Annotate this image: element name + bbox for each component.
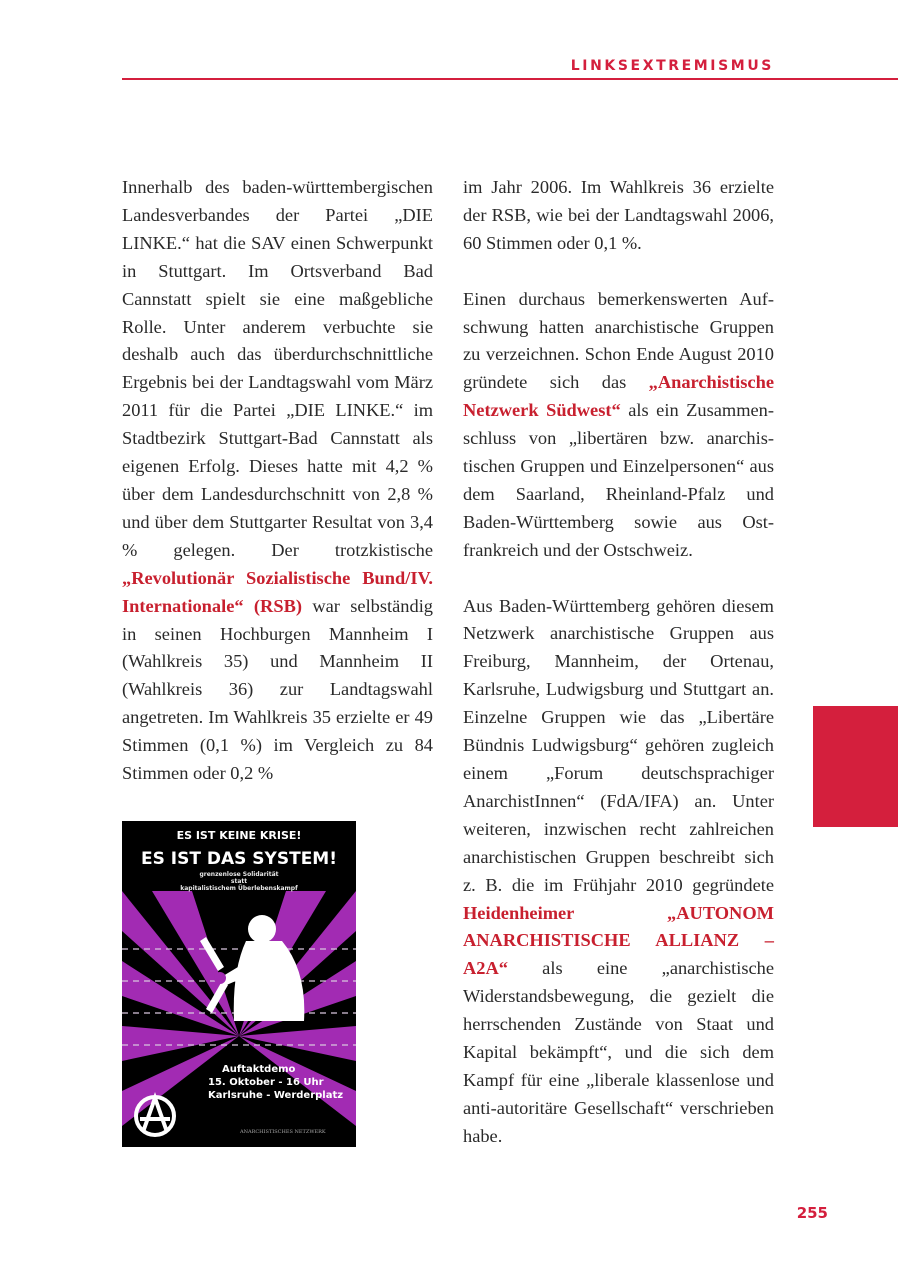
poster-artwork bbox=[122, 821, 356, 1147]
paragraph-gap bbox=[463, 258, 774, 286]
header-rule bbox=[122, 78, 898, 80]
poster-subline-3: kapitalistischem Überlebenskampf bbox=[180, 885, 298, 892]
page-number: 255 bbox=[796, 1204, 828, 1222]
right-text-column bbox=[463, 174, 774, 1151]
poster-organization: ANARCHISTISCHES NETZWERK bbox=[240, 1129, 326, 1135]
right-paragraph-1: im Jahr 2006. Im Wahlkreis 36 erzielte der RSB, wie bei der Landtagswahl 2006, 60 Stimmen oder 0,1 %. bbox=[463, 177, 774, 253]
poster-event-3: Karlsruhe - Werderplatz bbox=[208, 1090, 344, 1101]
left-p1-text-b: war selbständig in seinen Hochburgen Mannheim I (Wahlkreis 35) und Mannheim II (Wahlkreis 36) zur Landtagswahl angetreten. Im Wahlkreis 35 erzielte er 49 Stimmen (0,1 %) im Vergleich zu 84 Stimmen oder 0,2 % bbox=[122, 595, 434, 784]
chapter-tab-marker bbox=[813, 706, 898, 827]
right-p2-text-a: Einen durchaus bemerkenswerten Aufschwung hatten anarchistische Gruppen zu verzeichnen. Schon Ende August 2010 gründete sich das bbox=[463, 288, 774, 393]
demo-poster-image bbox=[122, 821, 356, 1147]
left-text-column bbox=[122, 174, 433, 788]
right-p3-text-a: Aus Baden-Württemberg gehören diesem Netzwerk anarchistische Gruppen aus Freiburg, Mannheim, der Ortenau, Karlsruhe, Ludwigsburg und Stuttgart an. Einzelne Gruppen wie das „Libertäre Bündnis Ludwigsburg“ gehören zugleich einem „Forum deutschsprachiger AnarchistInnen“ (FdA/IFA) an. Unter weiteren, inzwischen recht zahlreichen anarchistischen Gruppen beschreibt sich z. B. die im Frühjahr 2010 gegründete bbox=[463, 595, 774, 895]
poster-event-2: 15. Oktober - 16 Uhr bbox=[208, 1077, 324, 1088]
poster-subline-2: statt bbox=[230, 878, 248, 885]
right-p3-highlight-a2a: Heidenheimer „AUTONOM ANARCHISTISCHE ALLIANZ – A2A“ bbox=[463, 902, 774, 979]
right-p2-text-b: als ein Zusammenschluss von „libertären bzw. anarchistischen Gruppen und Einzelpersonen“ aus dem Saarland, Rheinland-Pfalz und Baden-Württemberg sowie aus Ostfrankreich und der Ostschweiz. bbox=[463, 400, 774, 560]
right-paragraph-3 bbox=[463, 593, 774, 1151]
poster-subline-1: grenzenlose Solidarität bbox=[199, 871, 279, 878]
right-paragraph-2 bbox=[463, 286, 774, 565]
running-head-section-title: LINKSEXTREMISMUS bbox=[570, 58, 774, 74]
poster-line-2: ES IST DAS SYSTEM! bbox=[141, 849, 337, 869]
right-p3-text-b: als eine „anarchistische Widerstandsbewegung, die gezielt die herrschenden Zustände von Staat und Kapital bekämpft“, und die sich dem Kampf für eine „liberale klassenlose und anti-autoritäre Gesellschaft“ verschrieben habe. bbox=[463, 958, 774, 1146]
left-paragraph-1 bbox=[122, 174, 433, 788]
right-p2-highlight-network: „Anarchistische Netzwerk Südwest“ bbox=[463, 372, 774, 421]
paragraph-gap bbox=[463, 565, 774, 593]
poster-line-1: ES IST KEINE KRISE! bbox=[176, 829, 302, 842]
left-p1-text-a: Innerhalb des baden-württembergischen Landesverbandes der Partei „DIE LINKE.“ hat die SAV einen Schwerpunkt in Stuttgart. Im Ortsverband Bad Cannstatt spielt sie eine maßgebliche Rolle. Unter anderem verbuchte sie deshalb auch das überdurchschnittliche Ergebnis bei der Landtagswahl vom März 2011 für die Partei „DIE LINKE.“ im Stadtbezirk Stuttgart-Bad Cannstatt als eigenen Erfolg. Dieses hatte mit 4,2 % über dem Landesdurchschnitt von 2,8 % und über dem Stuttgarter Resultat von 3,4 % gelegen. Der trotzkistische bbox=[122, 177, 433, 560]
left-p1-highlight-rsb: „Revolutionär Sozialistische Bund/IV. Internationale“ (RSB) bbox=[122, 567, 433, 616]
poster-event-1: Auftaktdemo bbox=[222, 1064, 296, 1075]
